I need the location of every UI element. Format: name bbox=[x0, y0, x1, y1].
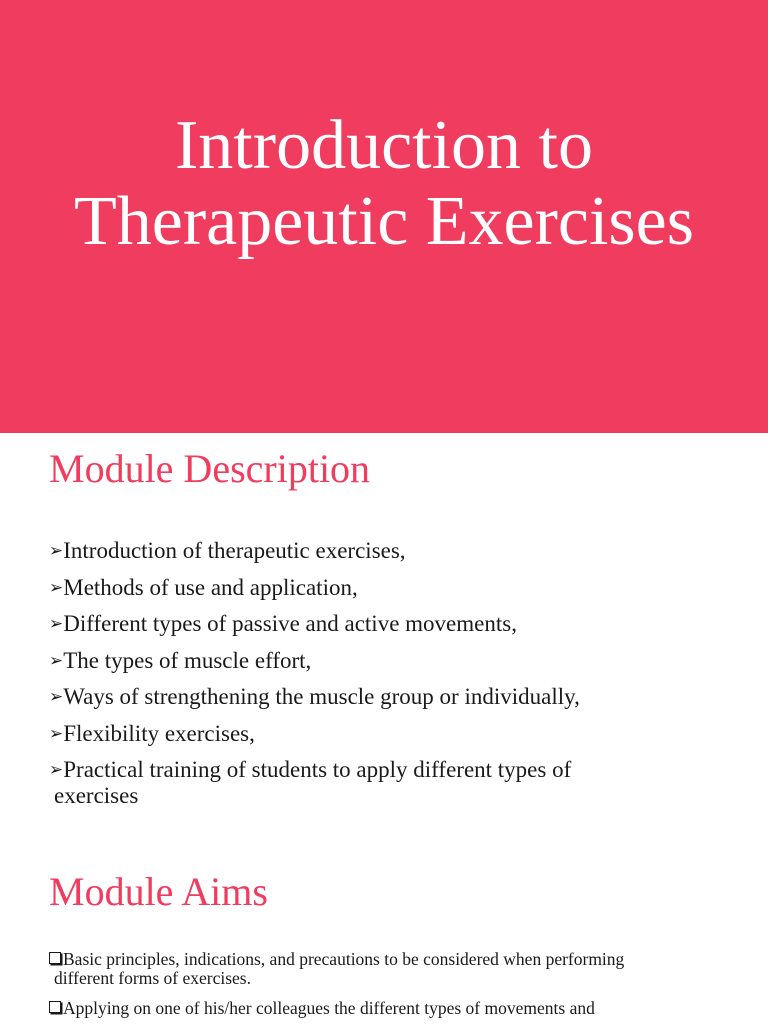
checkbox-bullet-icon bbox=[49, 1001, 61, 1013]
list-item bbox=[49, 538, 729, 564]
arrow-bullet-icon: ➢ bbox=[49, 650, 64, 671]
arrow-bullet-icon: ➢ bbox=[49, 723, 64, 744]
list-item-text-continued: exercises bbox=[54, 783, 139, 808]
list-item-text: Practical training of students to apply different types of bbox=[63, 757, 572, 782]
title-line-1: Introduction to bbox=[175, 107, 593, 184]
list-item-text: Ways of strengthening the muscle group or individually, bbox=[63, 684, 580, 709]
document-title bbox=[0, 108, 768, 260]
checkbox-bullet-icon bbox=[49, 952, 61, 964]
list-item bbox=[49, 999, 729, 1018]
list-item-text: Methods of use and application, bbox=[63, 574, 358, 600]
list-item bbox=[49, 611, 729, 637]
arrow-bullet-icon: ➢ bbox=[49, 614, 64, 634]
list-item-text: Flexibility exercises, bbox=[63, 720, 255, 746]
list-item-text: Introduction of therapeutic exercises, bbox=[63, 538, 406, 563]
title-banner bbox=[0, 0, 768, 433]
list-item bbox=[49, 684, 729, 710]
arrow-bullet-icon: ➢ bbox=[49, 760, 64, 780]
list-item bbox=[49, 757, 729, 809]
title-line-2: Therapeutic Exercises bbox=[74, 183, 694, 260]
list-item bbox=[49, 721, 729, 747]
list-item bbox=[49, 575, 729, 601]
module-aims-list bbox=[49, 950, 729, 1029]
module-aims-heading: Module Aims bbox=[49, 869, 268, 914]
list-item-text: The types of muscle effort, bbox=[63, 647, 312, 673]
arrow-bullet-icon: ➢ bbox=[49, 687, 64, 707]
list-item-text: Basic principles, indications, and precautions to be considered when performing bbox=[63, 949, 625, 969]
list-item bbox=[49, 648, 729, 674]
arrow-bullet-icon: ➢ bbox=[49, 541, 64, 561]
list-item-text-continued: different forms of exercises. bbox=[54, 968, 251, 988]
list-item-text: Different types of passive and active movements, bbox=[63, 611, 517, 636]
module-description-list bbox=[49, 538, 729, 820]
module-description-heading: Module Description bbox=[49, 446, 371, 491]
list-item bbox=[49, 950, 729, 988]
list-item-text: Applying on one of his/her colleagues the different types of movements and bbox=[63, 998, 595, 1018]
arrow-bullet-icon: ➢ bbox=[49, 577, 64, 598]
